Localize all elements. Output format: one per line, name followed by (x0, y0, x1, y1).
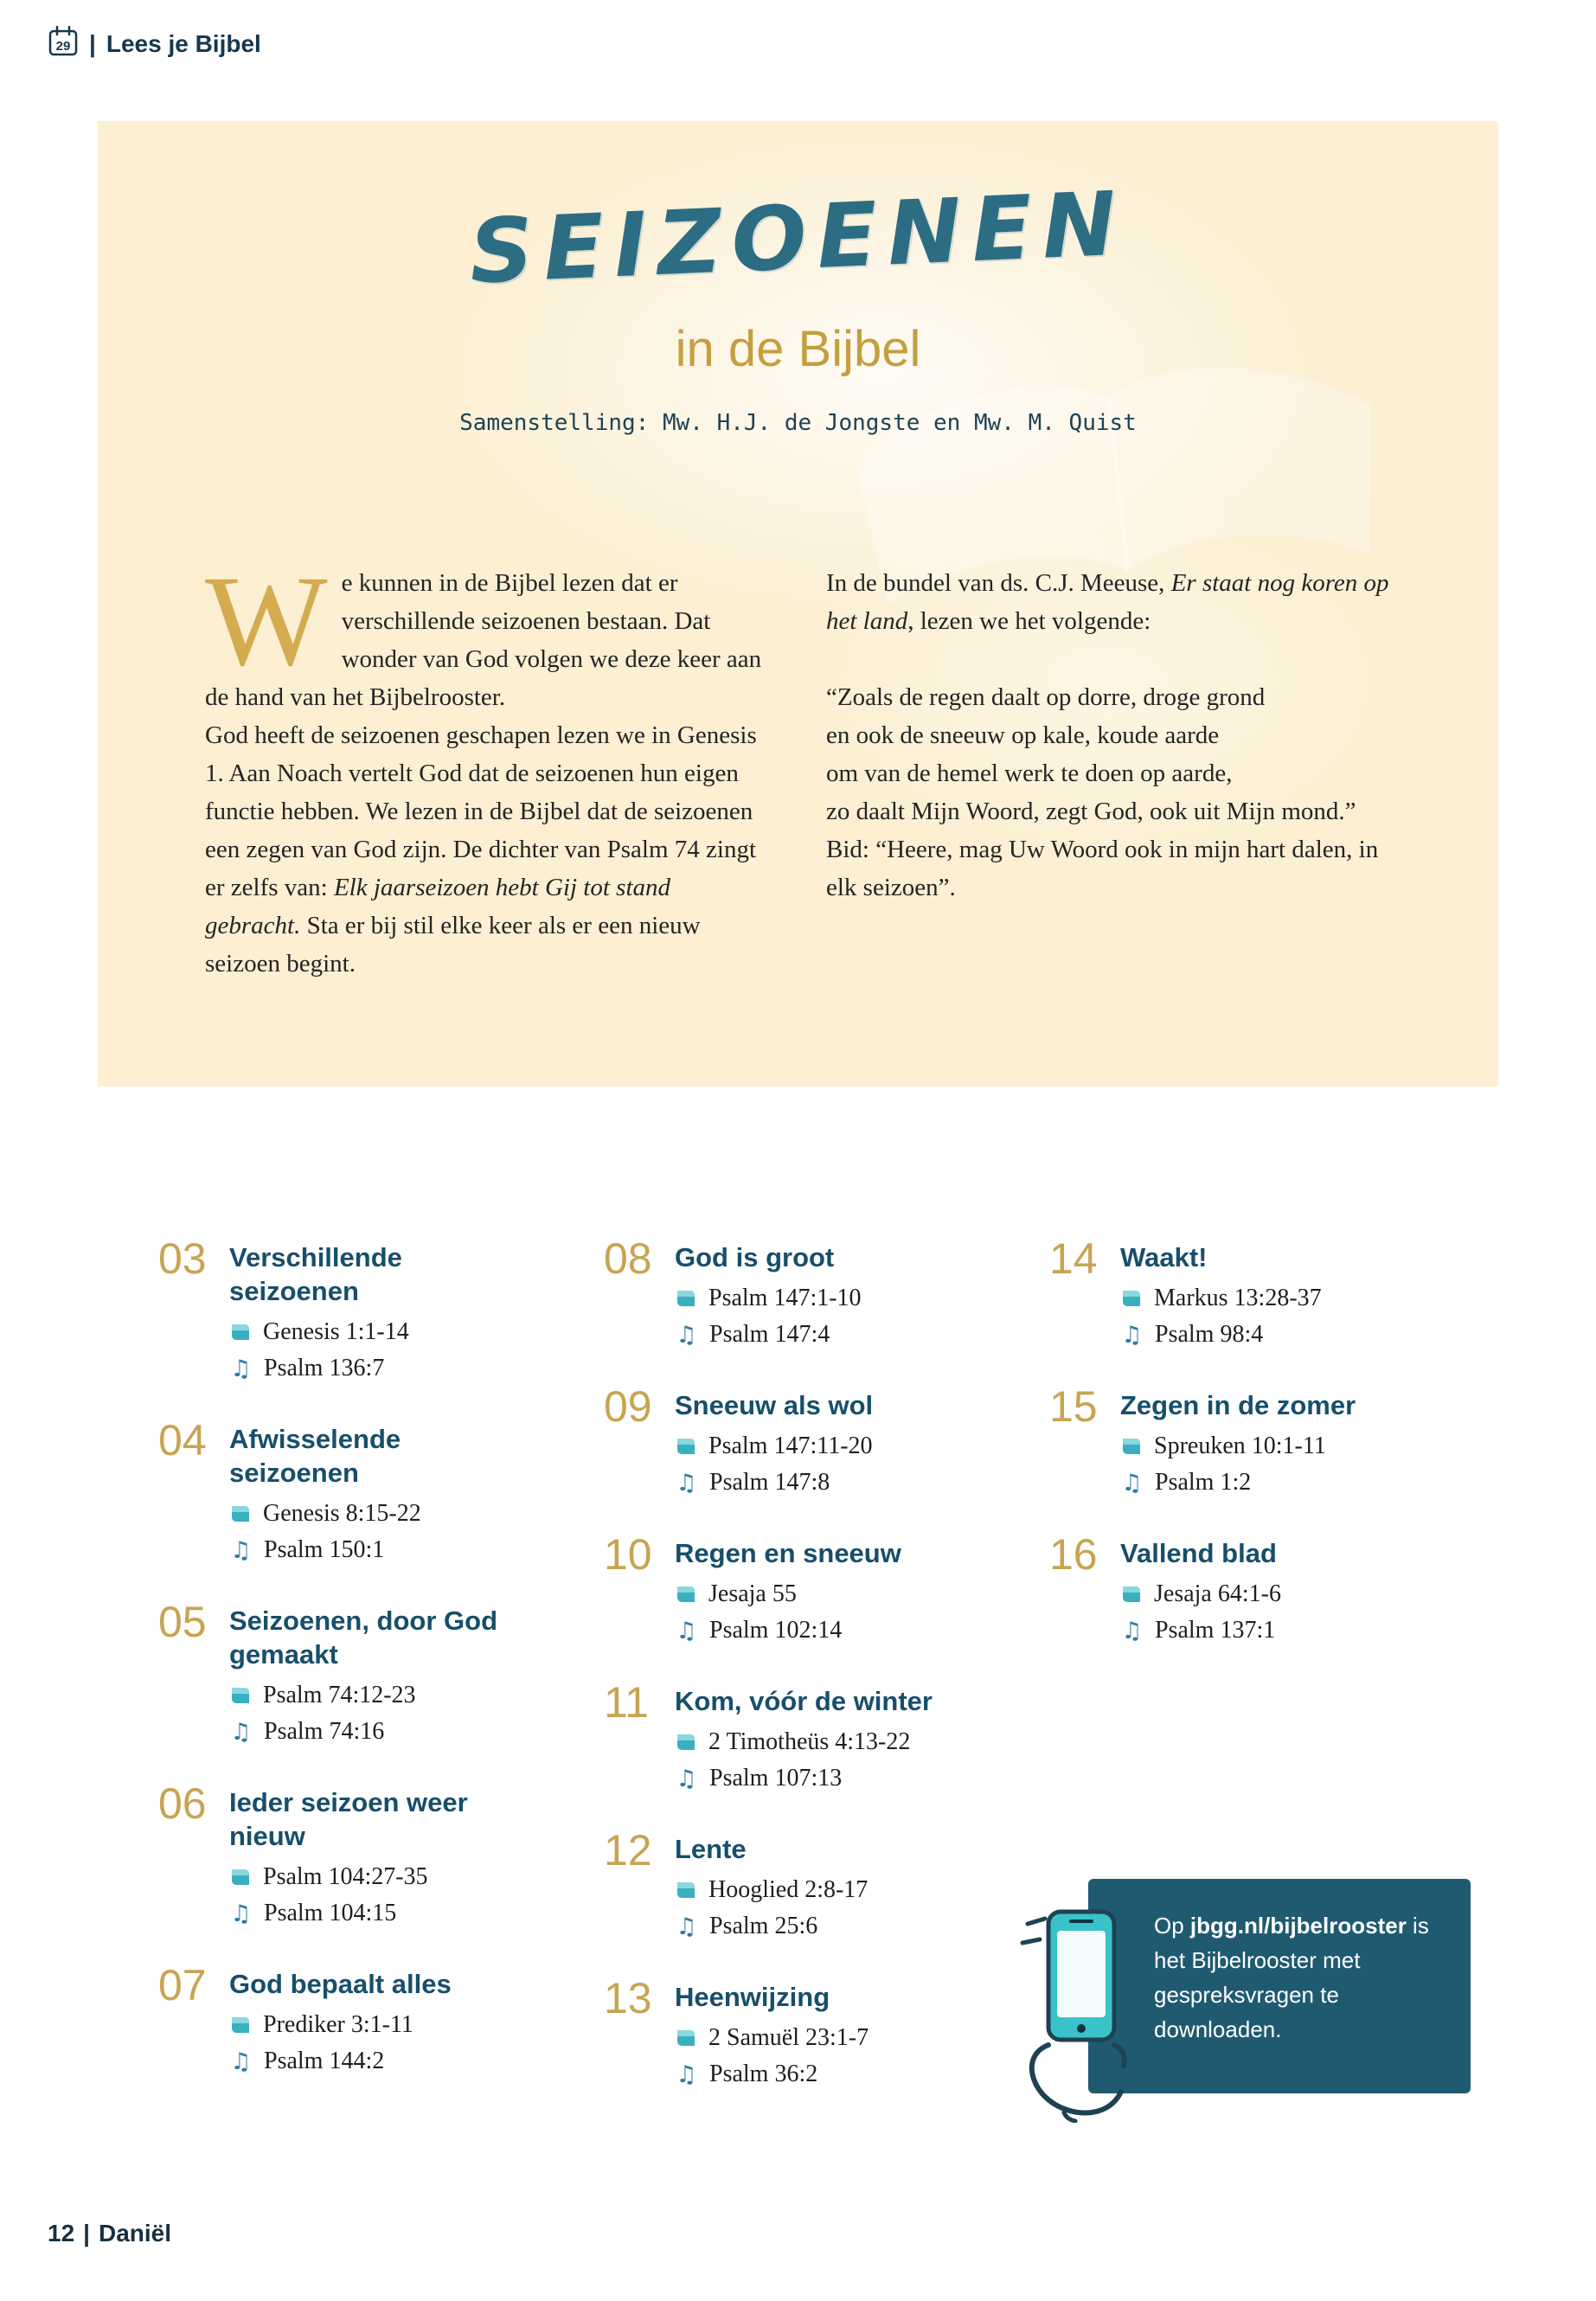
day-number: 11 (604, 1678, 649, 1727)
schedule-column-2 (604, 1234, 1049, 2126)
reading-reference: Hooglied 2:8-17 (708, 1876, 869, 1903)
schedule-item (604, 1826, 1049, 1945)
schedule-item (1049, 1382, 1484, 1502)
psalm-reference: Psalm 98:4 (1155, 1321, 1264, 1348)
byline: Samenstelling: Mw. H.J. de Jongste en Mw. M. Quist (459, 410, 1137, 436)
reading-reference: Psalm 104:27-35 (263, 1863, 428, 1890)
schedule-column-1 (158, 1234, 604, 2126)
reading-reference: Jesaja 64:1-6 (1154, 1580, 1281, 1607)
quote-lead: In de bundel van ds. C.J. Meeuse, (826, 569, 1171, 597)
reading-reference: Psalm 147:11-20 (708, 1433, 873, 1459)
day-number: 15 (1049, 1382, 1098, 1431)
book-icon (675, 1880, 697, 1900)
intro-paragraph-2: God heeft de seizoenen geschapen lezen we in Genesis 1. Aan Noach vertelt God dat de seizoenen hun eigen functie hebben. We lezen in de Bijbel dat de seizoenen een zegen van God zijn. De dichter van Psalm 74 zingt er zelfs van: (205, 721, 757, 901)
music-note-icon: ♫ (1121, 1321, 1143, 1349)
item-body (229, 1965, 452, 2080)
bible-reading (675, 1281, 862, 1316)
book-icon (675, 1732, 697, 1753)
psalm-reference: Psalm 104:15 (264, 1900, 397, 1926)
schedule-item (158, 1961, 604, 2080)
bible-reading (675, 2021, 869, 2055)
intro-columns (205, 549, 1390, 983)
psalm-reference: Psalm 1:2 (1155, 1469, 1252, 1496)
item-body (1120, 1239, 1322, 1354)
item-title: Kom, vóór de winter (675, 1686, 933, 1716)
item-body (1120, 1535, 1281, 1650)
quote-line: “Zoals de regen daalt op dorre, droge grond (826, 683, 1266, 711)
item-title: Afwisselende seizoenen (229, 1424, 401, 1488)
schedule-item (158, 1598, 604, 1751)
hero-panel (98, 121, 1498, 1086)
phone-in-hand-icon (1010, 1896, 1140, 2127)
book-title-italic: Er staat nog koren op het land (826, 569, 1389, 635)
calendar-icon (48, 24, 79, 63)
schedule-item (158, 1779, 604, 1932)
schedule-item (158, 1416, 604, 1569)
psalm-singing (229, 2044, 452, 2079)
item-title: God is groot (675, 1242, 835, 1272)
prayer-text: Bid: “Heere, mag Uw Woord ook in mijn hart dalen, in elk seizoen”. (826, 836, 1379, 901)
day-number: 14 (1049, 1234, 1098, 1283)
day-number: 09 (604, 1382, 652, 1431)
bible-reading (229, 1860, 504, 1894)
bible-reading (229, 2008, 452, 2042)
download-info-box (1088, 1879, 1471, 2093)
bible-reading (675, 1873, 868, 1907)
item-title: Verschillende seizoenen (229, 1242, 402, 1306)
item-title: Waakt! (1120, 1242, 1208, 1272)
book-icon (229, 1322, 252, 1343)
item-body (675, 1682, 933, 1798)
reading-reference: Psalm 147:1-10 (708, 1285, 862, 1311)
day-number: 08 (604, 1234, 652, 1283)
footer-divider: | (83, 2220, 90, 2247)
music-note-icon: ♫ (1121, 1617, 1143, 1644)
schedule-item (1049, 1530, 1484, 1650)
day-number: 12 (604, 1826, 652, 1875)
item-body (229, 1420, 504, 1569)
schedule-item (1049, 1234, 1484, 1354)
quote-line: om van de hemel werk te doen op aarde, (826, 760, 1233, 787)
music-note-icon: ♫ (230, 2048, 252, 2075)
psalm-reference: Psalm 136:7 (264, 1355, 385, 1381)
feature-subtitle: in de Bijbel (675, 321, 921, 377)
psalm-singing (1120, 1613, 1281, 1648)
item-title: Sneeuw als wol (675, 1390, 874, 1420)
psalm-reference: Psalm 147:8 (709, 1469, 830, 1496)
reading-reference: Psalm 74:12-23 (263, 1682, 416, 1708)
bible-reading (229, 1315, 504, 1349)
calendar-day-number: 29 (55, 39, 71, 54)
psalm-singing (229, 1533, 504, 1567)
item-body (675, 1830, 868, 1945)
bible-reading (675, 1577, 901, 1612)
day-number: 13 (604, 1974, 652, 2022)
item-title: Ieder seizoen weer nieuw (229, 1787, 468, 1851)
book-icon (675, 1584, 697, 1605)
day-number: 04 (158, 1416, 207, 1465)
schedule-item (604, 1530, 1049, 1650)
psalm-singing (229, 1715, 504, 1749)
psalm-reference: Psalm 107:13 (709, 1765, 843, 1791)
day-number: 16 (1049, 1530, 1098, 1579)
day-number: 07 (158, 1961, 207, 2009)
psalm-singing (1120, 1465, 1356, 1500)
intro-paragraph-1: e kunnen in de Bijbel lezen dat er verschillende seizoenen bestaan. Dat wonder van God volgen we deze keer aan de hand van het Bijbelrooster. (205, 569, 762, 711)
item-body (1120, 1387, 1356, 1502)
poem-quote (826, 678, 1390, 830)
book-icon (1120, 1288, 1143, 1309)
item-title: Regen en sneeuw (675, 1538, 901, 1568)
psalm-reference: Psalm 150:1 (264, 1536, 385, 1563)
music-note-icon: ♫ (676, 1321, 697, 1349)
book-icon (1120, 1436, 1143, 1457)
item-title: Zegen in de zomer (1120, 1390, 1356, 1420)
book-icon (229, 1867, 252, 1888)
item-title: God bepaalt alles (229, 1969, 452, 1999)
psalm-reference: Psalm 102:14 (709, 1617, 843, 1644)
day-number: 03 (158, 1234, 207, 1283)
header-divider: | (89, 29, 96, 57)
psalm-singing (675, 2057, 869, 2092)
reading-reference: 2 Timotheüs 4:13-22 (708, 1728, 911, 1755)
psalm-singing (675, 1613, 901, 1648)
music-note-icon: ♫ (230, 1536, 252, 1564)
psalm-reference: Psalm 36:2 (709, 2061, 818, 2087)
schedule-item (604, 1234, 1049, 1354)
reading-reference: Markus 13:28-37 (1154, 1285, 1322, 1311)
item-body (675, 1535, 901, 1650)
download-url: jbgg.nl/bijbelrooster (1189, 1913, 1407, 1939)
music-note-icon: ♫ (676, 1469, 697, 1497)
music-note-icon: ♫ (230, 1355, 252, 1382)
item-title: Heenwijzing (675, 1982, 830, 2012)
bible-reading (675, 1725, 933, 1759)
intro-left-column (205, 549, 769, 983)
bible-reading (675, 1429, 873, 1464)
reading-reference: Genesis 8:15-22 (263, 1500, 421, 1527)
schedule-item (604, 1382, 1049, 1502)
reading-reference: 2 Samuël 23:1-7 (708, 2024, 869, 2051)
music-note-icon: ♫ (230, 1900, 252, 1927)
item-body (229, 1602, 504, 1751)
psalm-singing (675, 1465, 873, 1500)
item-body (229, 1239, 504, 1388)
item-body (675, 1387, 873, 1502)
music-note-icon: ♫ (676, 1765, 697, 1792)
day-number: 05 (158, 1598, 207, 1646)
item-title: Vallend blad (1120, 1538, 1277, 1568)
psalm-reference: Psalm 144:2 (264, 2048, 385, 2074)
music-note-icon: ♫ (676, 1617, 697, 1644)
bible-reading (229, 1497, 504, 1531)
psalm-singing (675, 1761, 933, 1796)
intro-psalm-quote: Elk jaarseizoen hebt Gij tot stand gebracht. (205, 874, 671, 939)
download-text-prefix: Op (1154, 1913, 1190, 1939)
bible-reading (1120, 1429, 1356, 1464)
reading-reference: Jesaja 55 (708, 1580, 797, 1607)
book-icon (675, 1436, 697, 1457)
item-body (675, 1978, 869, 2093)
item-title: Seizoenen, door God gemaakt (229, 1606, 498, 1670)
psalm-singing (675, 1317, 862, 1352)
brand-title: Lees je Bijbel (106, 29, 261, 57)
page-header (48, 24, 261, 63)
psalm-singing (229, 1896, 504, 1931)
day-number: 06 (158, 1779, 207, 1828)
feature-title: SEIZOENEN (467, 172, 1129, 304)
music-note-icon: ♫ (1121, 1469, 1143, 1497)
footer-magazine-name: Daniël (99, 2220, 172, 2247)
music-note-icon: ♫ (676, 2061, 697, 2088)
download-text-rest: is het Bijbelrooster met gespreksvragen te downloaden. (1154, 1913, 1429, 2042)
music-note-icon: ♫ (230, 1718, 252, 1746)
page-footer (48, 2220, 171, 2247)
dropcap: W (205, 549, 328, 693)
item-body (229, 1784, 504, 1932)
book-icon (675, 2028, 697, 2048)
intro-right-column (826, 564, 1390, 983)
item-body (675, 1239, 862, 1354)
day-number: 10 (604, 1530, 652, 1579)
item-title: Lente (675, 1834, 747, 1864)
reading-reference: Genesis 1:1-14 (263, 1318, 409, 1345)
bible-reading (1120, 1577, 1281, 1612)
psalm-singing (229, 1351, 504, 1386)
schedule-item (604, 1678, 1049, 1798)
psalm-reference: Psalm 74:16 (264, 1718, 385, 1745)
psalm-reference: Psalm 147:4 (709, 1321, 830, 1348)
psalm-reference: Psalm 25:6 (709, 1913, 818, 1939)
book-icon (675, 1288, 697, 1309)
book-icon (229, 1503, 252, 1524)
schedule-item (158, 1234, 604, 1388)
quote-lead-end: , lezen we het volgende: (907, 607, 1151, 635)
psalm-singing (1120, 1317, 1322, 1352)
bible-reading (1120, 1281, 1322, 1316)
schedule-item (604, 1974, 1049, 2093)
bible-reading (229, 1678, 504, 1713)
book-icon (229, 2015, 252, 2035)
footer-page-number: 12 (48, 2220, 75, 2247)
reading-reference: Spreuken 10:1-11 (1154, 1433, 1326, 1459)
psalm-singing (675, 1909, 868, 1944)
quote-line: en ook de sneeuw op kale, koude aarde (826, 721, 1220, 749)
music-note-icon: ♫ (676, 1913, 697, 1940)
psalm-reference: Psalm 137:1 (1155, 1617, 1276, 1644)
reading-reference: Prediker 3:1-11 (263, 2011, 413, 2038)
book-icon (1120, 1584, 1143, 1605)
book-icon (229, 1685, 252, 1706)
quote-line: zo daalt Mijn Woord, zegt God, ook uit Mijn mond.” (826, 798, 1356, 825)
intro-paragraph-2-end: Sta er bij stil elke keer als er een nieuw seizoen begint. (205, 912, 701, 977)
